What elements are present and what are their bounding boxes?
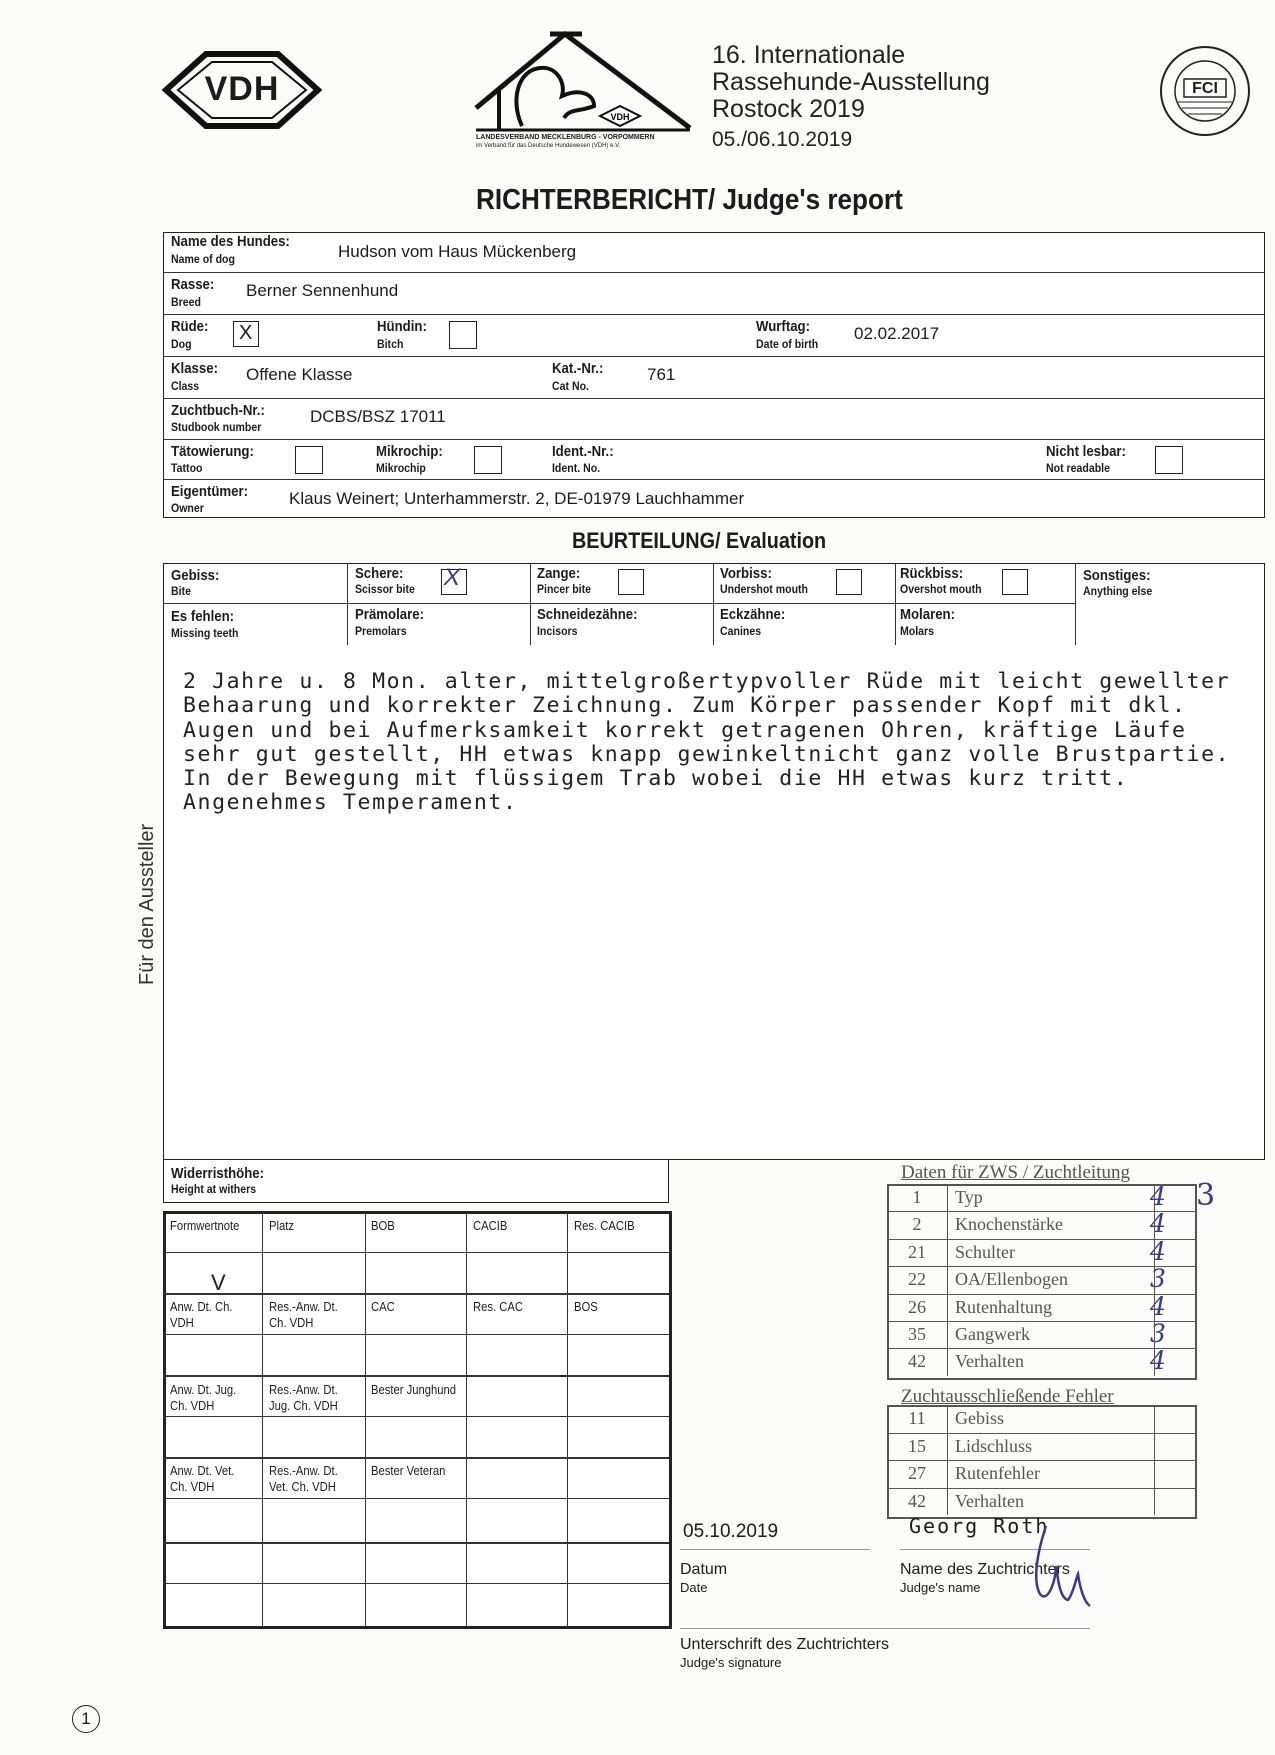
report-line: Behaarung und korrekter Zeichnung. Zum Körper passender Kopf mit dkl. [183, 693, 1187, 719]
report-line: In der Bewegung mit flüssigem Trab wobei die HH etwas kurz tritt. [183, 766, 1129, 792]
signature-mark [1016, 1520, 1096, 1610]
grade-bester-veteran: Bester Veteran [371, 1464, 446, 1478]
male-check-mark: X [239, 322, 253, 344]
page-title-de: RICHTERBERICHT [476, 184, 709, 216]
missing-sub: Missing teeth [171, 626, 239, 640]
withers-sub: Height at withers [171, 1182, 257, 1196]
judge-name-value: Georg Roth [909, 1514, 1050, 1538]
vdh-logo [162, 48, 322, 132]
class-value: Offene Klasse [246, 365, 353, 384]
studbook-label: Zuchtbuch-Nr.: [171, 402, 265, 419]
page-title-en: Judge's report [722, 184, 903, 216]
signature-sub: Judge's signature [680, 1655, 782, 1670]
page-title [476, 184, 903, 217]
male-label: Rüde: [171, 318, 209, 335]
svg-text:VDH: VDH [610, 112, 630, 122]
show-dates: 05./06.10.2019 [712, 128, 853, 151]
report-line: Augen und bei Aufmerksamkeit korrekt getragenen Ohren, kräftige Läufe [183, 717, 1187, 743]
other-sub: Anything else [1083, 584, 1153, 598]
page-number [72, 1705, 100, 1733]
formwert-value: V [211, 1270, 226, 1295]
zws-row-label: Rutenhaltung [955, 1296, 1052, 1317]
grade-header-platz: Platz [269, 1219, 295, 1233]
unreadable-checkbox[interactable] [1155, 446, 1183, 474]
other-label: Sonstiges: [1083, 567, 1151, 584]
bite-label: Gebiss: [171, 567, 220, 584]
female-label: Hündin: [377, 318, 427, 335]
zws-row-value: 4 [1150, 1182, 1166, 1211]
molars-sub: Molars [900, 624, 935, 638]
judge-name-label: Name des Zuchtrichters [900, 1561, 1070, 1578]
zws-row-number: 21 [908, 1241, 926, 1262]
premolars-sub: Premolars [355, 624, 407, 638]
zws-title: Daten für ZWS / Zuchtleitung [901, 1162, 1130, 1183]
evaluation-title-de: BEURTEILUNG [572, 528, 716, 553]
fault-row-label: Lidschluss [955, 1435, 1033, 1456]
breed-value: Berner Sennenhund [246, 281, 399, 300]
fault-col-divider [1154, 1405, 1155, 1515]
vdh-logo-text: VDH [204, 70, 280, 108]
evaluation-title-sep: / [715, 528, 721, 553]
dog-name-value: Hudson vom Haus Mückenberg [338, 242, 577, 261]
zws-row-value: 4 [1150, 1291, 1166, 1321]
grade-header-cacib: CACIB [473, 1219, 508, 1233]
class-label: Klasse: [171, 360, 218, 377]
zws-row-note: 3 [1196, 1178, 1216, 1213]
fault-row-number: 11 [908, 1408, 926, 1428]
zws-row-value: 4 [1150, 1346, 1166, 1376]
fault-row-label: Verhalten [955, 1490, 1024, 1511]
grade-res-cac: Res. CAC [473, 1300, 524, 1314]
undershot-sub: Undershot mouth [720, 582, 808, 596]
dog-name-label: Name des Hundes: [171, 233, 290, 250]
scissor-label: Schere: [355, 565, 404, 582]
page-title-sep: / [708, 184, 716, 216]
overshot-sub: Overshot mouth [900, 582, 982, 596]
grade-anw-dt-ch: Anw. Dt. Ch. VDH [170, 1300, 233, 1330]
cat-sub: Cat No. [552, 379, 589, 393]
pincer-checkbox[interactable] [618, 569, 644, 595]
landesverband-name: LANDESVERBAND MECKLENBURG - VORPOMMERN [476, 134, 655, 141]
grade-cac: CAC [371, 1300, 395, 1314]
overshot-checkbox[interactable] [1002, 569, 1028, 595]
zws-row-number: 42 [908, 1351, 926, 1372]
zws-row-value: 3 [1150, 1264, 1166, 1294]
tattoo-label: Tätowierung: [171, 443, 254, 460]
cat-value: 761 [647, 365, 676, 384]
overshot-label: Rückbiss: [900, 565, 964, 582]
zws-row-label: Schulter [955, 1241, 1015, 1262]
show-title-line3: Rostock 2019 [712, 95, 865, 123]
side-label: Für den Aussteller [136, 823, 158, 985]
chip-label: Mikrochip: [376, 443, 443, 460]
grade-header-bob: BOB [371, 1219, 395, 1233]
grade-bos: BOS [574, 1300, 598, 1314]
owner-value: Klaus Weinert; Unterhammerstr. 2, DE-01979 Lauchhammer [289, 489, 745, 508]
unreadable-sub: Not readable [1046, 461, 1110, 475]
grades-table [163, 1211, 672, 1629]
fault-row-number: 27 [908, 1463, 926, 1483]
evaluation-title-en: Evaluation [726, 528, 827, 553]
tattoo-checkbox[interactable] [295, 446, 323, 474]
report-line: Angenehmes Temperament. [183, 790, 518, 816]
owner-sub: Owner [171, 501, 204, 515]
missing-label: Es fehlen: [171, 608, 235, 625]
studbook-sub: Studbook number [171, 420, 262, 434]
grade-res-anw-dt-vet-ch: Res.-Anw. Dt. Vet. Ch. VDH [269, 1464, 338, 1494]
cat-label: Kat.-Nr.: [552, 360, 604, 377]
grade-header-formwert: Formwertnote [170, 1219, 240, 1233]
ident-label: Ident.-Nr.: [552, 443, 614, 460]
pincer-label: Zange: [537, 565, 581, 582]
fault-row-label: Gebiss [955, 1408, 1004, 1428]
zws-row-label: Knochenstärke [955, 1214, 1063, 1235]
breed-sub: Breed [171, 295, 201, 309]
chip-sub: Mikrochip [376, 461, 426, 475]
zws-row-number: 35 [908, 1324, 926, 1344]
undershot-checkbox[interactable] [836, 569, 862, 595]
grade-res-anw-dt-ch: Res.-Anw. Dt. Ch. VDH [269, 1300, 338, 1330]
breed-label: Rasse: [171, 276, 215, 293]
scissor-sub: Scissor bite [355, 582, 415, 596]
fault-row-label: Rutenfehler [955, 1463, 1040, 1483]
zws-row-number: 2 [912, 1214, 922, 1235]
show-title-line2: Rassehunde-Ausstellung [712, 68, 990, 96]
incisors-label: Schneidezähne: [537, 606, 638, 623]
incisors-sub: Incisors [537, 624, 578, 638]
landesverband-sub: im Verband für das Deutsche Hundewesen (VDH) e.V. [476, 143, 621, 149]
canines-label: Eckzähne: [720, 606, 786, 623]
zws-row-label: Verhalten [955, 1351, 1024, 1372]
fault-row-checkbox[interactable] [1156, 1407, 1190, 1431]
female-checkbox[interactable] [449, 321, 477, 349]
zws-row-number: 26 [908, 1296, 926, 1317]
owner-label: Eigentümer: [171, 483, 249, 500]
studbook-value: DCBS/BSZ 17011 [310, 407, 446, 426]
zws-row-label: Gangwerk [955, 1324, 1030, 1344]
unreadable-label: Nicht lesbar: [1046, 443, 1126, 460]
chip-checkbox[interactable] [474, 446, 502, 474]
fault-row-checkbox[interactable] [1156, 1435, 1190, 1459]
dog-name-sub: Name of dog [171, 252, 235, 266]
zws-col-divider [947, 1184, 948, 1376]
dob-value: 02.02.2017 [854, 324, 940, 343]
dob-sub: Date of birth [756, 337, 819, 351]
grade-bester-junghund: Bester Junghund [371, 1383, 457, 1397]
page-number-text: 1 [81, 1709, 91, 1728]
fault-row-number: 15 [908, 1435, 926, 1456]
date-label: Datum [680, 1561, 728, 1578]
zws-row-value: 3 [1150, 1319, 1166, 1348]
judge-name-sub: Judge's name [900, 1580, 981, 1595]
show-title-line1: 16. Internationale [712, 41, 906, 69]
faults-title: Zuchtausschließende Fehler [901, 1386, 1114, 1407]
report-line: sehr gut gestellt, HH etwas knapp gewinkeltnicht ganz volle Brustpartie. [183, 741, 1231, 767]
dob-label: Wurftag: [756, 318, 811, 335]
scissor-check-mark: X [441, 564, 463, 591]
report-line: 2 Jahre u. 8 Mon. alter, mittelgroßertypvoller Rüde mit leicht gewellter [183, 669, 1231, 694]
pincer-sub: Pincer bite [537, 582, 591, 596]
grade-anw-dt-jug-ch: Anw. Dt. Jug. Ch. VDH [170, 1383, 237, 1413]
zws-row-label: OA/Ellenbogen [955, 1269, 1068, 1290]
zws-row-value: 4 [1150, 1209, 1166, 1239]
grade-anw-dt-vet-ch: Anw. Dt. Vet. Ch. VDH [170, 1464, 235, 1494]
female-sub: Bitch [377, 337, 404, 351]
undershot-label: Vorbiss: [720, 565, 772, 582]
signature-label: Unterschrift des Zuchtrichters [680, 1636, 889, 1653]
fault-col-divider [947, 1405, 948, 1515]
withers-label: Widerristhöhe: [171, 1165, 265, 1182]
landesverband-logo [470, 30, 696, 156]
grade-header-res-cacib: Res. CACIB [574, 1219, 635, 1233]
date-value: 05.10.2019 [683, 1521, 779, 1542]
date-sub: Date [680, 1580, 708, 1595]
fci-seal [1158, 44, 1252, 138]
tattoo-sub: Tattoo [171, 461, 203, 475]
ident-sub: Ident. No. [552, 461, 601, 475]
fault-row-checkbox[interactable] [1156, 1490, 1190, 1514]
show-title [712, 42, 990, 153]
premolars-label: Prämolare: [355, 606, 424, 623]
fault-row-number: 42 [908, 1490, 926, 1511]
report-text [183, 670, 1230, 816]
fault-row-checkbox[interactable] [1156, 1462, 1190, 1486]
zws-row-number: 22 [908, 1269, 926, 1290]
class-sub: Class [171, 379, 200, 393]
bite-sub: Bite [171, 584, 191, 598]
canines-sub: Canines [720, 624, 762, 638]
molars-label: Molaren: [900, 606, 956, 623]
evaluation-title [572, 528, 826, 554]
grade-res-anw-dt-jug-ch: Res.-Anw. Dt. Jug. Ch. VDH [269, 1383, 338, 1413]
fci-seal-text: FCI [1192, 80, 1218, 97]
zws-row-label: Typ [955, 1187, 983, 1207]
zws-col-divider [1154, 1184, 1155, 1376]
zws-row-value: 4 [1150, 1236, 1166, 1266]
zws-row-number: 1 [912, 1187, 922, 1207]
male-sub: Dog [171, 337, 192, 351]
